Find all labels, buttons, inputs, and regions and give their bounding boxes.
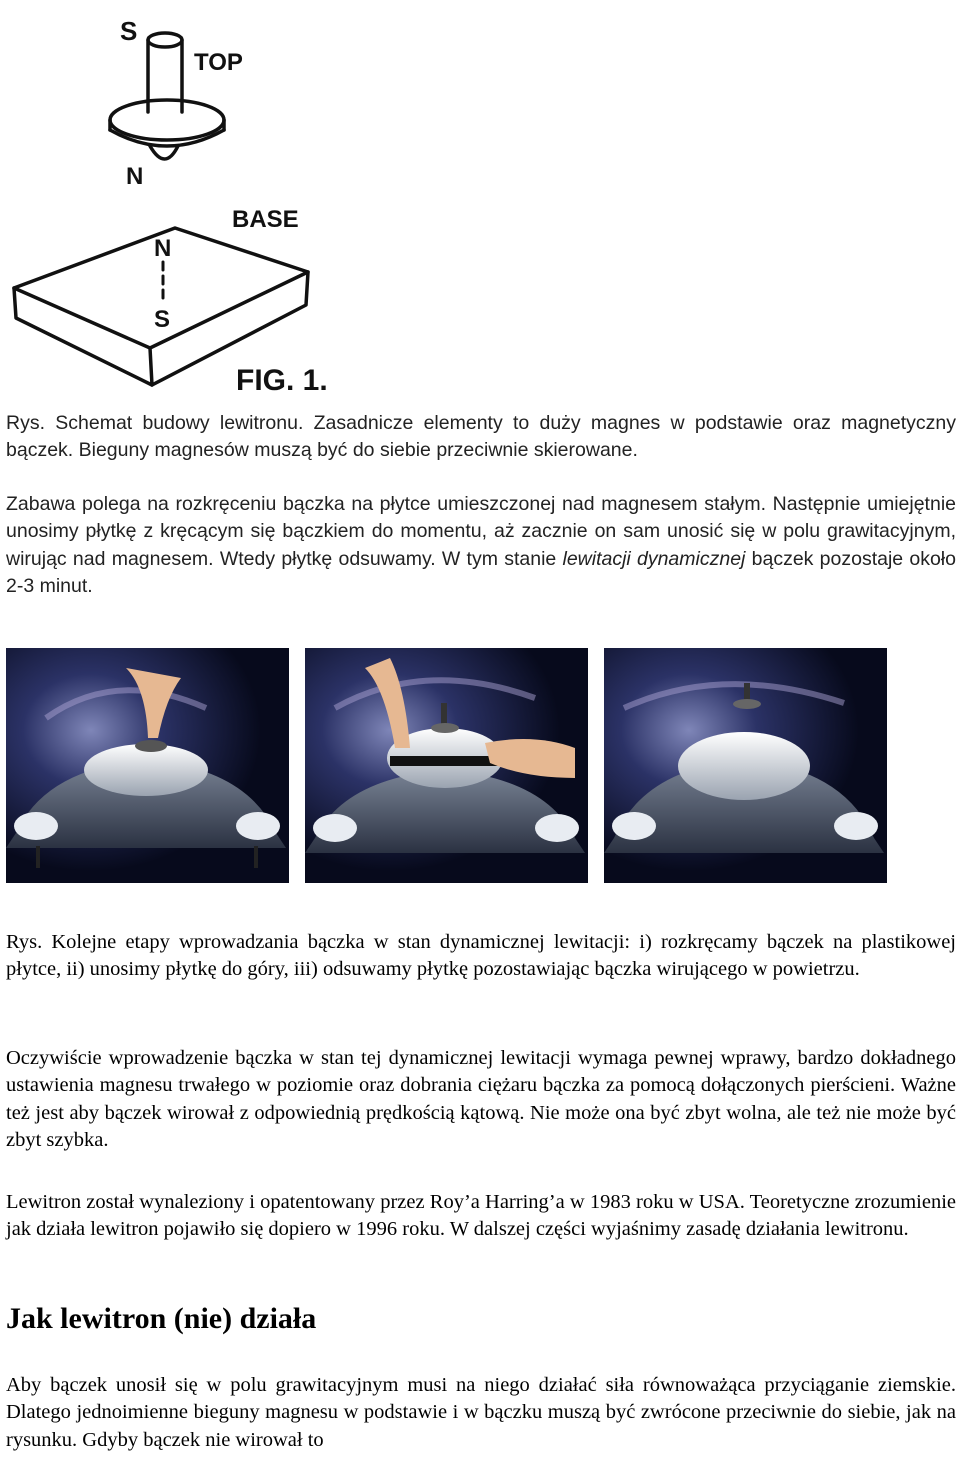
figure-number-label: FIG. 1. xyxy=(236,364,328,395)
paragraph-intro: Zabawa polega na rozkręceniu bączka na płytce umieszczonej nad magnesem stałym. Następnie umiejętnie unosimy płytkę z kręcącym się bączkiem do momentu, aż zacznie on sam unosić się w polu grawitacyjnym, wirując nad magnesem. Wtedy płytkę odsuwamy. W tym stanie lewitacji dynamicznej bączek pozostaje około 2-3 minut. xyxy=(6,493,956,597)
section-heading: Jak lewitron (nie) działa xyxy=(6,1302,317,1335)
pole-n-base-label: N xyxy=(154,235,172,262)
pole-n-top-label: N xyxy=(126,163,144,190)
paragraph-history: Lewitron został wynaleziony i opatentowany przez Roy’a Harring’a w 1983 roku w USA. Teoretyczne zrozumienie jak działa lewitron pojawiło się dopiero w 1996 roku. W dalszej części wyjaśnimy zasadę działania lewitronu. xyxy=(6,1191,956,1241)
figure2-caption: Rys. Kolejne etapy wprowadzania bączka w stan dynamicznej lewitacji: i) rozkręcamy bączek na plastikowej płytce, ii) unosimy płytkę do góry, iii) odsuwamy płytkę pozostawiając bączka wirującego w powietrzu. xyxy=(6,931,956,981)
base-label: BASE xyxy=(232,206,299,233)
paragraph-how-it-works: Aby bączek unosił się w polu grawitacyjnym musi na niego działać siła równoważąca przyciąganie ziemskie. Dlatego jednoimienne bieguny magnesu w podstawie i w bączku muszą być zwrócone przeciwnie do siebie, jak na rysunku. Gdyby bączek nie wirował to xyxy=(6,1374,956,1451)
top-label: TOP xyxy=(194,49,243,76)
photo-step-2-lift xyxy=(305,648,588,883)
figure1-caption: Rys. Schemat budowy lewitronu. Zasadnicze elementy to duży magnes w podstawie oraz magnetyczny bączek. Bieguny magnesów muszą być do siebie przeciwnie skierowane. xyxy=(6,412,956,462)
pole-s-top-label: S xyxy=(120,16,138,46)
photo-step-3-levitate xyxy=(604,648,887,883)
photo-step-1-spin xyxy=(6,648,289,883)
pole-s-base-label: S xyxy=(154,306,171,333)
levitron-diagram xyxy=(0,0,345,395)
paragraph-practice: Oczywiście wprowadzenie bączka w stan tej dynamicznej lewitacji wymaga pewnej wprawy, bardzo dokładnego ustawienia magnesu trwałego w poziomie oraz dobrania ciężaru bączka za pomocą dołączonych pierścieni. Ważne też jest aby bączek wirował z odpowiednią prędkością kątową. Nie może ona być zbyt wolna, ale też nie może być zbyt szybka. xyxy=(6,1047,956,1151)
